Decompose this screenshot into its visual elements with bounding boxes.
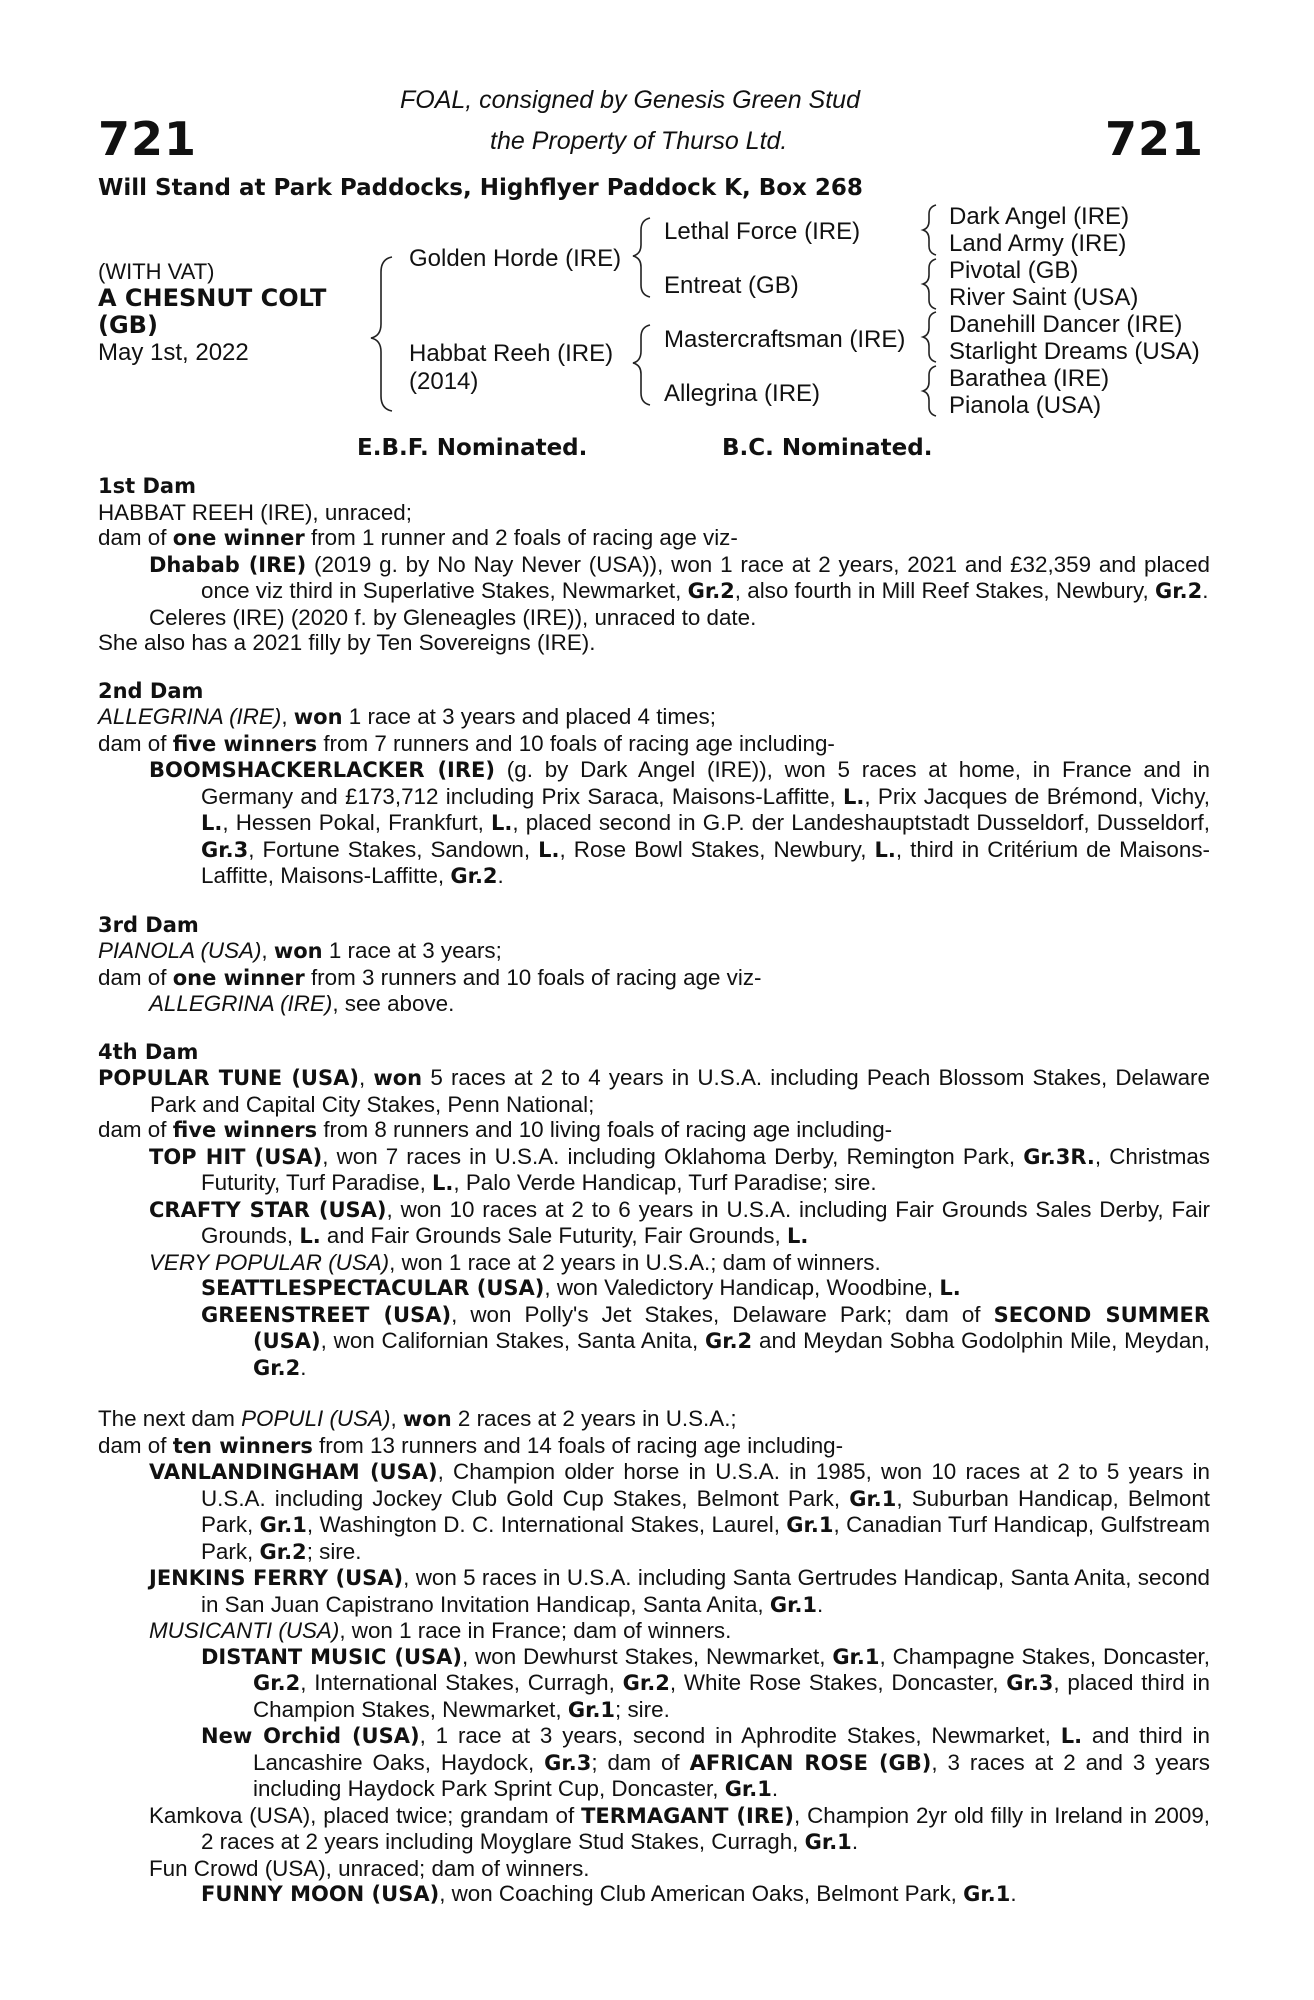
body-text: Kamkova (USA), placed twice; grandam of [149, 1802, 582, 1828]
body-text: (2019 g. by No Nay Never (USA)), won 1 race at 2 years, 2021 and £32,359 and placed once viz third in Superlative Stakes, Newmarket, [201, 551, 1211, 603]
catalogue-paragraph [98, 1250, 1210, 1276]
catalogue-paragraph [98, 1302, 1210, 1382]
bold-text: L. [874, 837, 896, 862]
catalogue-paragraph [98, 1065, 1210, 1117]
body-text: , Champion 2yr old filly in Ireland in 2009, 2 races at 2 years including Moyglare Stud Stakes, Curragh, [201, 1802, 1211, 1854]
body-text: , Champagne Stakes, Doncaster, [879, 1643, 1211, 1669]
body-text: , won Polly's Jet Stakes, Delaware Park; dam of [451, 1301, 994, 1327]
bold-text: POPULAR TUNE (USA) [98, 1066, 359, 1090]
body-text: , also fourth in Mill Reef Stakes, Newbury, [734, 578, 1155, 603]
catalogue-paragraph [98, 965, 1210, 992]
body-text: , 3 races at 2 and 3 years including Haydock Park Sprint Cup, Doncaster, [253, 1749, 1211, 1801]
ggp-7: Barathea (IRE) [949, 365, 1110, 392]
body-text: . [851, 1829, 859, 1854]
body-text: dam of [98, 1432, 173, 1458]
lot-name-line-2: (GB) [98, 311, 158, 339]
bold-text: Gr.2 [450, 864, 498, 888]
bold-text: SECOND SUMMER (USA) [253, 1302, 1210, 1353]
body-text: , [390, 1406, 403, 1431]
catalogue-paragraph [98, 1406, 1210, 1433]
body-text: from 3 runners and 10 foals of racing age viz- [304, 964, 762, 990]
body-text: , third in Critérium de Maisons-Laffitte, Maisons-Laffitte, [201, 836, 1210, 888]
body-text: , won Californian Stakes, Santa Anita, [320, 1328, 705, 1353]
dam-heading [98, 474, 1210, 500]
body-text: , Fortune Stakes, Sandown, [248, 836, 539, 862]
dam-heading [98, 913, 1210, 939]
ggp-1: Dark Angel (IRE) [949, 203, 1130, 230]
body-text: , won Dewhurst Stakes, Newmarket, [462, 1643, 833, 1669]
sire-brace [633, 218, 650, 297]
body-text: , [281, 704, 294, 729]
bold-text: Gr.2 [1155, 579, 1203, 603]
body-text: 1 race at 3 years; [322, 938, 502, 963]
catalogue-paragraph [98, 1618, 1210, 1644]
ggp-5: Danehill Dancer (IRE) [949, 311, 1183, 338]
body-text: and Meydan Sobha Godolphin Mile, Meydan, [752, 1328, 1210, 1353]
brace-lethal-force [923, 205, 936, 255]
bold-text: L. [201, 811, 223, 835]
italic-text: VERY POPULAR (USA) [149, 1249, 390, 1275]
body-text: , Palo Verde Handicap, Turf Paradise; sire. [453, 1170, 877, 1195]
bold-text: 1st Dam [98, 474, 196, 498]
ggp-4: River Saint (USA) [949, 284, 1139, 311]
bold-text: JENKINS FERRY (USA) [149, 1566, 404, 1590]
body-text: , White Rose Stakes, Doncaster, [669, 1670, 1007, 1695]
brace-entreat [923, 259, 936, 309]
dam-heading [98, 679, 1210, 705]
ggp-3: Pivotal (GB) [949, 257, 1079, 284]
bold-text: one winner [172, 526, 305, 550]
catalogue-paragraph [98, 1644, 1210, 1724]
body-text: dam of [98, 525, 173, 550]
bold-text: won [273, 939, 323, 963]
body-text: The next dam [98, 1406, 242, 1431]
dam-year: (2014) [409, 368, 479, 395]
italic-text: POPULI (USA) [241, 1406, 391, 1431]
dam-sire: Mastercraftsman (IRE) [664, 326, 906, 353]
bold-text: Gr.2 [259, 1539, 307, 1564]
body-text: dam of [98, 730, 173, 756]
italic-text: ALLEGRINA (IRE) [149, 991, 333, 1016]
catalogue-paragraph [98, 500, 1210, 526]
catalogue-pedigree-notes [98, 474, 1210, 1908]
bold-text: DISTANT MUSIC (USA) [201, 1644, 463, 1669]
bold-text: Gr.2 [253, 1355, 301, 1380]
bold-text: Gr.1 [786, 1513, 834, 1537]
body-text: , Canadian Turf Handicap, Gulfstream Park, [201, 1512, 1210, 1564]
catalogue-paragraph [98, 1433, 1210, 1460]
body-text: , won 1 race in France; dam of winners. [339, 1618, 732, 1643]
body-text: . [300, 1354, 307, 1380]
bold-text: Gr.3R. [1023, 1144, 1095, 1169]
bold-text: AFRICAN ROSE (GB) [689, 1750, 932, 1775]
body-text: . [1010, 1881, 1017, 1906]
body-text: , placed third in Champion Stakes, Newmarket, [253, 1670, 1210, 1722]
main-brace [371, 257, 392, 411]
bold-text: L. [843, 784, 865, 809]
body-text: and Fair Grounds Sale Futurity, Fair Grounds, [320, 1223, 787, 1248]
stand-location: Will Stand at Park Paddocks, Highflyer Paddock K, Box 268 [98, 175, 863, 201]
bold-text: SEATTLESPECTACULAR (USA) [201, 1276, 545, 1300]
bold-text: Dhabab (IRE) [149, 552, 307, 577]
ggp-8: Pianola (USA) [949, 392, 1102, 419]
body-text: . [1202, 578, 1209, 603]
bold-text: Gr.3 [201, 837, 249, 862]
bold-text: CRAFTY STAR (USA) [149, 1197, 387, 1222]
body-text: , won Valedictory Handicap, Woodbine, [544, 1275, 940, 1300]
vat-note: (WITH VAT) [98, 259, 215, 284]
body-text: and third in Lancashire Oaks, Haydock, [253, 1723, 1210, 1775]
body-text: dam of [98, 964, 173, 990]
bold-text: New Orchid (USA) [201, 1724, 420, 1748]
bold-text: TERMAGANT (IRE) [581, 1803, 794, 1828]
bold-text: Gr.3 [544, 1750, 592, 1775]
bold-text: five winners [172, 1118, 318, 1142]
lot-number-right: 721 [1104, 112, 1204, 166]
bold-text: 2nd Dam [98, 678, 204, 703]
body-text: dam of [98, 1117, 173, 1142]
body-text: ; dam of [591, 1749, 690, 1775]
bold-text: L. [432, 1171, 454, 1195]
bold-text: L. [491, 811, 513, 835]
body-text: , Christmas Futurity, Turf Paradise, [201, 1143, 1211, 1195]
catalogue-paragraph [98, 525, 1210, 552]
bold-text: won [293, 705, 343, 729]
body-text: ; sire. [615, 1696, 670, 1722]
bold-text: FUNNY MOON (USA) [201, 1882, 440, 1906]
bold-text: Gr.1 [259, 1513, 307, 1537]
bold-text: Gr.2 [687, 579, 735, 603]
catalogue-paragraph [98, 630, 1210, 656]
ggp-6: Starlight Dreams (USA) [949, 338, 1200, 365]
catalogue-paragraph [98, 1117, 1210, 1144]
body-text: , Suburban Handicap, Belmont Park, [201, 1485, 1211, 1537]
bold-text: Gr.1 [567, 1697, 616, 1722]
bold-text: L. [538, 837, 560, 862]
body-text: , International Stakes, Curragh, [300, 1670, 623, 1695]
sire-dam: Entreat (GB) [664, 272, 799, 299]
bold-text: Gr.1 [832, 1644, 880, 1669]
bold-text: Gr.2 [704, 1329, 753, 1353]
body-text: She also has a 2021 filly by Ten Sovereigns (IRE). [98, 630, 596, 655]
italic-text: ALLEGRINA (IRE) [98, 704, 282, 729]
body-text: , 1 race at 3 years, second in Aphrodite Stakes, Newmarket, [419, 1723, 1061, 1748]
dam-heading [98, 1040, 1210, 1066]
body-text: , Hessen Pokal, Frankfurt, [222, 810, 492, 835]
catalogue-paragraph [98, 731, 1210, 758]
catalogue-paragraph [98, 938, 1210, 965]
bold-text: Gr.3 [1006, 1671, 1054, 1695]
catalogue-paragraph [98, 1856, 1210, 1882]
body-text: , Washington D. C. International Stakes, Laurel, [306, 1512, 787, 1537]
bold-text: L. [299, 1224, 321, 1248]
bold-text: L. [786, 1224, 809, 1248]
body-text: (g. by Dark Angel (IRE)), won 5 races at home, in France and in Germany and £173,712 including Prix Saraca, Maisons-Laffitte, [201, 757, 1211, 809]
body-text: , placed second in G.P. der Landeshauptstadt Dusseldorf, Dusseldorf, [512, 810, 1210, 835]
catalogue-paragraph [98, 1197, 1210, 1250]
lot-name-line-1: A CHESNUT COLT [98, 284, 327, 312]
body-text: from 13 runners and 14 foals of racing age including- [312, 1432, 844, 1458]
body-text: , Rose Bowl Stakes, Newbury, [559, 836, 875, 862]
bold-text: ten winners [172, 1433, 313, 1458]
body-text: 2 races at 2 years in U.S.A.; [451, 1406, 737, 1431]
dam-dam: Allegrina (IRE) [664, 380, 821, 407]
catalogue-paragraph [98, 552, 1210, 605]
catalogue-paragraph [98, 605, 1210, 631]
italic-text: MUSICANTI (USA) [149, 1618, 340, 1643]
bold-text: BOOMSHACKERLACKER (IRE) [149, 758, 495, 782]
catalogue-paragraph [98, 704, 1210, 731]
body-text: ; sire. [306, 1538, 362, 1564]
body-text: . [497, 863, 504, 888]
bold-text: 3rd Dam [98, 912, 199, 937]
bold-text: Gr.1 [963, 1882, 1011, 1906]
dam-brace [633, 325, 650, 405]
body-text: from 1 runner and 2 foals of racing age viz- [304, 525, 738, 550]
foaling-date: May 1st, 2022 [98, 339, 249, 366]
sire-sire: Lethal Force (IRE) [664, 218, 861, 245]
bold-text: GREENSTREET (USA) [201, 1302, 452, 1327]
bold-text: 4th Dam [98, 1039, 199, 1064]
body-text: HABBAT REEH (IRE), unraced; [98, 499, 412, 525]
body-text: from 8 runners and 10 living foals of racing age including- [317, 1117, 893, 1142]
bc-nomination: B.C. Nominated. [722, 435, 933, 461]
bold-text: Gr.2 [253, 1671, 301, 1695]
ebf-nomination: E.B.F. Nominated. [357, 435, 588, 461]
body-text: , Prix Jacques de Brémond, Vichy, [864, 783, 1210, 809]
catalogue-paragraph [98, 1275, 1210, 1302]
italic-text: PIANOLA (USA) [98, 938, 262, 963]
lot-number-left: 721 [98, 112, 198, 166]
bold-text: Gr.1 [724, 1777, 772, 1801]
bold-text: won [402, 1407, 452, 1431]
body-text: , won Coaching Club American Oaks, Belmont Park, [439, 1881, 964, 1906]
bold-text: Gr.2 [622, 1671, 670, 1695]
catalogue-paragraph [98, 1565, 1210, 1618]
bold-text: L. [1060, 1724, 1083, 1748]
body-text: . [817, 1591, 824, 1617]
body-text: , [358, 1065, 374, 1090]
bold-text: Gr.1 [849, 1486, 897, 1511]
ggp-2: Land Army (IRE) [949, 230, 1127, 257]
body-text: , see above. [332, 991, 455, 1016]
body-text: , [261, 938, 274, 963]
body-text: , won 10 races at 2 to 6 years in U.S.A. including Fair Grounds Sales Derby, Fair Grounds, [201, 1196, 1211, 1248]
brace-mastercraftsman [923, 312, 936, 362]
body-text: from 7 runners and 10 foals of racing age including- [317, 730, 835, 756]
sire-name: Golden Horde (IRE) [409, 245, 622, 272]
body-text: Celeres (IRE) (2020 f. by Gleneagles (IRE)), unraced to date. [149, 604, 757, 630]
body-text: , won 1 race at 2 years in U.S.A.; dam of winners. [389, 1249, 881, 1275]
bold-text: won [373, 1066, 423, 1090]
bold-text: Gr.1 [769, 1592, 818, 1617]
bold-text: Gr.1 [804, 1830, 852, 1854]
catalogue-paragraph [98, 991, 1210, 1017]
body-text: , won 7 races in U.S.A. including Oklahoma Derby, Remington Park, [322, 1143, 1024, 1169]
consignor-line-1: FOAL, consigned by Genesis Green Stud [400, 86, 860, 114]
brace-allegrina [923, 366, 936, 416]
bold-text: L. [939, 1276, 961, 1300]
dam-name: Habbat Reeh (IRE) [409, 340, 614, 367]
catalogue-paragraph [98, 757, 1210, 890]
paragraph-spacer [98, 1381, 1210, 1406]
consignor-line-2: the Property of Thurso Ltd. [490, 127, 788, 155]
catalogue-paragraph [98, 1459, 1210, 1565]
bold-text: TOP HIT (USA) [149, 1144, 323, 1169]
body-text: Fun Crowd (USA), unraced; dam of winners. [149, 1855, 590, 1881]
body-text: 5 races at 2 to 4 years in U.S.A. including Peach Blossom Stakes, Delaware Park and Capital City Stakes, Penn National; [150, 1065, 1210, 1117]
body-text: , won 5 races in U.S.A. including Santa Gertrudes Handicap, Santa Anita, second in San Juan Capistrano Invitation Handicap, Santa Anita, [201, 1565, 1210, 1617]
bold-text: five winners [172, 731, 318, 756]
body-text: , Champion older horse in U.S.A. in 1985, won 10 races at 2 to 5 years in U.S.A. including Jockey Club Gold Cup Stakes, Belmont Park, [201, 1459, 1210, 1511]
body-text: . [771, 1776, 779, 1801]
bold-text: one winner [172, 965, 305, 990]
body-text: 1 race at 3 years and placed 4 times; [342, 704, 716, 729]
catalogue-paragraph [98, 1803, 1210, 1856]
catalogue-paragraph [98, 1881, 1210, 1908]
catalogue-paragraph [98, 1723, 1210, 1803]
catalogue-paragraph [98, 1144, 1210, 1197]
bold-text: VANLANDINGHAM (USA) [149, 1460, 438, 1484]
